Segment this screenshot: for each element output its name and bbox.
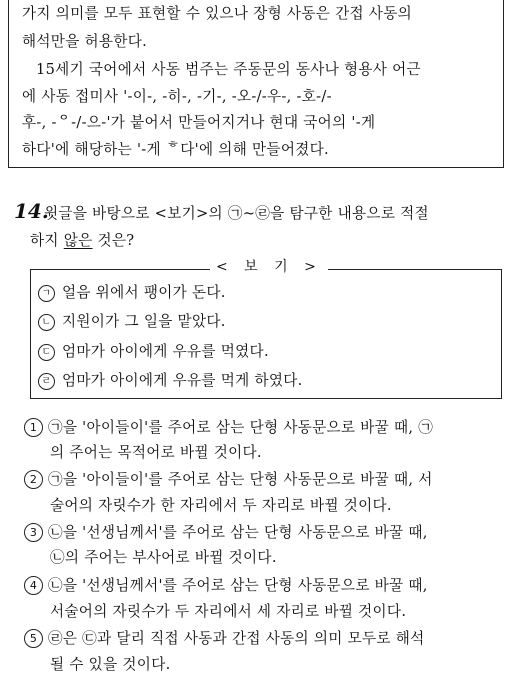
option-text: ㉠을 '아이들이'를 주어로 삼는 단형 사동문으로 바꿀 때, ㉠	[47, 419, 434, 436]
bogi-item	[38, 310, 226, 331]
bogi-title: < 보 기 >	[210, 256, 328, 276]
question-stem-suffix: 것은?	[92, 232, 135, 249]
answer-option-2[interactable]	[24, 468, 433, 489]
passage-line: 에 사동 접미사 '-이-, -히-, -기-, -오-/-우-, -호-/-	[22, 88, 332, 105]
question-stem-emphasis: 않은	[63, 232, 93, 249]
passage-line: 후-, -ᄋ-/-으-'가 붙어서 만들어지거나 현대 국어의 '-게	[22, 114, 376, 131]
bogi-item-text: 지원이가 그 일을 맡았다.	[61, 313, 226, 330]
question-stem-line1: 윗글을 바탕으로 <보기>의 ㉠~㉣을 탐구한 내용으로 적절	[44, 205, 429, 222]
circled-letter-marker: ㄴ	[38, 314, 55, 331]
option-text: ㉡을 '선생님께서'를 주어로 삼는 단형 사동문으로 바꿀 때,	[47, 524, 428, 541]
answer-option-5[interactable]	[24, 627, 425, 648]
circled-letter-marker: ㄹ	[38, 373, 55, 390]
passage-line: 가지 의미를 모두 표현할 수 있으나 장형 사동은 간접 사동의	[22, 5, 412, 22]
question-stem-prefix: 하지	[30, 232, 64, 249]
option-number: 2	[24, 470, 43, 489]
passage-line: 해석만을 허용한다.	[22, 33, 148, 50]
answer-option-1[interactable]	[24, 416, 433, 437]
passage-line: 15세기 국어에서 사동 범주는 주동문의 동사나 형용사 어근	[36, 61, 421, 78]
bogi-item-text: 엄마가 아이에게 우유를 먹게 하였다.	[61, 372, 303, 389]
answer-option-3[interactable]	[24, 521, 428, 542]
bogi-item	[38, 369, 303, 390]
answer-option-4[interactable]	[24, 574, 428, 595]
option-text: ㉡을 '선생님께서'를 주어로 삼는 단형 사동문으로 바꿀 때,	[47, 577, 428, 594]
option-text-continued: 의 주어는 목적어로 바뀔 것이다.	[50, 444, 262, 461]
option-text-continued: 술어의 자릿수가 한 자리에서 두 자리로 바뀔 것이다.	[50, 497, 392, 514]
option-number: 1	[24, 418, 43, 437]
option-number: 3	[24, 523, 43, 542]
option-text: ㉣은 ㉢과 달리 직접 사동과 간접 사동의 의미 모두로 해석	[47, 630, 425, 647]
option-text-continued: 서술어의 자릿수가 두 자리에서 세 자리로 바뀔 것이다.	[50, 603, 407, 620]
bogi-item-text: 얼음 위에서 팽이가 돈다.	[61, 284, 226, 301]
passage-line: 하다'에 해당하는 '-게 ᄒ다'에 의해 만들어졌다.	[22, 141, 329, 158]
option-text-continued: 될 수 있을 것이다.	[50, 656, 171, 673]
option-number: 4	[24, 576, 43, 595]
question-number: 14.	[14, 199, 49, 223]
circled-letter-marker: ㄷ	[38, 344, 55, 361]
option-number: 5	[24, 629, 43, 648]
circled-letter-marker: ㄱ	[38, 285, 55, 302]
bogi-item-text: 엄마가 아이에게 우유를 먹였다.	[61, 343, 269, 360]
option-text-continued: ㉡의 주어는 부사어로 바뀔 것이다.	[50, 549, 277, 566]
bogi-item	[38, 281, 226, 302]
question-stem-line2	[30, 229, 134, 250]
option-text: ㉠을 '아이들이'를 주어로 삼는 단형 사동문으로 바꿀 때, 서	[47, 471, 433, 488]
bogi-item	[38, 340, 269, 361]
